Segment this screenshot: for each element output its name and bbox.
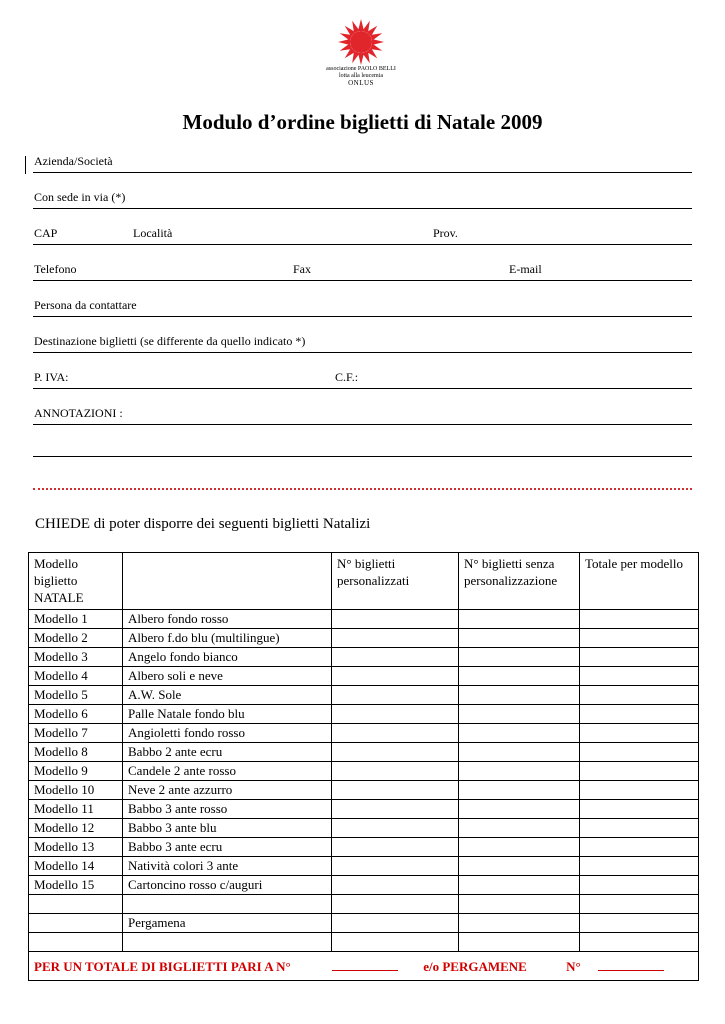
cut-line-divider — [33, 488, 692, 490]
qty-senza[interactable] — [459, 895, 580, 914]
label-azienda: Azienda/Società — [34, 154, 113, 168]
row-name: Neve 2 ante azzurro — [123, 781, 332, 800]
row-model — [29, 895, 123, 914]
label-destinazione: Destinazione biglietti (se differente da quello indicato *) — [34, 334, 306, 348]
table-row — [29, 876, 699, 895]
label-sede: Con sede in via (*) — [34, 190, 126, 204]
sun-logo-icon — [337, 18, 385, 66]
field-telefono-fax-email[interactable] — [33, 260, 692, 281]
logo-line-2: lotta alla leucemia — [339, 73, 383, 79]
request-heading: CHIEDE di poter disporre dei seguenti biglietti Natalizi — [35, 516, 371, 532]
label-prov: Prov. — [433, 226, 458, 240]
qty-personalizzati[interactable] — [332, 895, 459, 914]
qty-senza[interactable] — [459, 686, 580, 705]
row-name: Albero f.do blu (multilingue) — [123, 629, 332, 648]
row-model: Modello 14 — [29, 857, 123, 876]
table-row — [29, 743, 699, 762]
row-name: Angelo fondo bianco — [123, 648, 332, 667]
field-azienda[interactable] — [33, 152, 692, 173]
row-name: Cartoncino rosso c/auguri — [123, 876, 332, 895]
table-row — [29, 648, 699, 667]
qty-senza[interactable] — [459, 629, 580, 648]
table-row — [29, 914, 699, 933]
qty-totale[interactable] — [580, 838, 699, 857]
row-name: Babbo 3 ante ecru — [123, 838, 332, 857]
row-model: Modello 4 — [29, 667, 123, 686]
row-name: Babbo 3 ante rosso — [123, 800, 332, 819]
table-row — [29, 857, 699, 876]
row-model: Modello 15 — [29, 876, 123, 895]
row-model — [29, 914, 123, 933]
label-cap: CAP — [34, 226, 58, 240]
row-model — [29, 933, 123, 952]
row-name: Albero soli e neve — [123, 667, 332, 686]
row-model: Modello 5 — [29, 686, 123, 705]
qty-totale[interactable] — [580, 686, 699, 705]
qty-totale[interactable] — [580, 648, 699, 667]
qty-totale[interactable] — [580, 933, 699, 952]
qty-senza[interactable] — [459, 914, 580, 933]
row-model: Modello 13 — [29, 838, 123, 857]
qty-totale[interactable] — [580, 629, 699, 648]
field-piva-cf[interactable] — [33, 368, 692, 389]
qty-totale[interactable] — [580, 914, 699, 933]
qty-senza[interactable] — [459, 705, 580, 724]
header-descrizione — [123, 553, 332, 610]
totals-footer — [29, 952, 699, 981]
table-row — [29, 933, 699, 952]
qty-personalizzati[interactable] — [332, 933, 459, 952]
text-cursor — [25, 156, 26, 174]
label-persona: Persona da contattare — [34, 298, 137, 312]
row-name: Natività colori 3 ante — [123, 857, 332, 876]
total-tickets-blank[interactable] — [332, 960, 398, 971]
qty-senza[interactable] — [459, 762, 580, 781]
label-annotazioni: ANNOTAZIONI : — [34, 406, 123, 420]
field-cap-localita-prov[interactable] — [33, 224, 692, 245]
field-destinazione[interactable] — [33, 332, 692, 353]
qty-personalizzati[interactable] — [332, 876, 459, 895]
qty-personalizzati[interactable] — [332, 629, 459, 648]
row-name — [123, 895, 332, 914]
label-fax: Fax — [293, 262, 311, 276]
row-model: Modello 6 — [29, 705, 123, 724]
table-row — [29, 838, 699, 857]
qty-totale[interactable] — [580, 857, 699, 876]
table-row — [29, 724, 699, 743]
qty-senza[interactable] — [459, 743, 580, 762]
footer-n-label: N° — [566, 958, 581, 974]
table-row — [29, 819, 699, 838]
table-row — [29, 705, 699, 724]
qty-senza[interactable] — [459, 800, 580, 819]
qty-senza[interactable] — [459, 857, 580, 876]
table-row — [29, 895, 699, 914]
qty-personalizzati[interactable] — [332, 838, 459, 857]
row-name: Pergamena — [123, 914, 332, 933]
row-model: Modello 12 — [29, 819, 123, 838]
qty-totale[interactable] — [580, 667, 699, 686]
row-model: Modello 7 — [29, 724, 123, 743]
qty-personalizzati[interactable] — [332, 762, 459, 781]
qty-totale[interactable] — [580, 762, 699, 781]
table-row — [29, 667, 699, 686]
total-pergamene-blank[interactable] — [598, 960, 664, 971]
table-header-row — [29, 553, 699, 610]
qty-personalizzati[interactable] — [332, 781, 459, 800]
logo-line-3: ONLUS — [348, 79, 374, 87]
qty-personalizzati[interactable] — [332, 743, 459, 762]
footer-pergamene-label: e/o PERGAMENE — [423, 958, 527, 974]
qty-senza[interactable] — [459, 838, 580, 857]
qty-personalizzati[interactable] — [332, 667, 459, 686]
qty-totale[interactable] — [580, 724, 699, 743]
field-sede[interactable] — [33, 188, 692, 209]
qty-senza[interactable] — [459, 933, 580, 952]
row-name: Babbo 3 ante blu — [123, 819, 332, 838]
table-footer-row — [29, 952, 699, 981]
qty-personalizzati[interactable] — [332, 800, 459, 819]
label-email: E-mail — [509, 262, 542, 276]
qty-totale[interactable] — [580, 705, 699, 724]
qty-personalizzati[interactable] — [332, 686, 459, 705]
table-row — [29, 629, 699, 648]
qty-senza[interactable] — [459, 781, 580, 800]
row-name: Candele 2 ante rosso — [123, 762, 332, 781]
qty-senza[interactable] — [459, 667, 580, 686]
qty-totale[interactable] — [580, 610, 699, 629]
qty-senza[interactable] — [459, 610, 580, 629]
label-telefono: Telefono — [34, 262, 77, 276]
logo-line-1: associazione PAOLO BELLI — [326, 66, 396, 72]
table-row — [29, 762, 699, 781]
row-name: Angioletti fondo rosso — [123, 724, 332, 743]
header-personalizzati: N° biglietti personalizzati — [332, 553, 459, 610]
qty-totale[interactable] — [580, 819, 699, 838]
footer-total-label: PER UN TOTALE DI BIGLIETTI PARI A N° — [34, 958, 291, 974]
page-title: Modulo d’ordine biglietti di Natale 2009 — [182, 110, 543, 134]
qty-totale[interactable] — [580, 781, 699, 800]
row-model: Modello 3 — [29, 648, 123, 667]
row-name: A.W. Sole — [123, 686, 332, 705]
qty-personalizzati[interactable] — [332, 914, 459, 933]
label-piva: P. IVA: — [34, 370, 69, 384]
annotazioni-line[interactable] — [33, 456, 692, 457]
logo — [320, 18, 402, 87]
header-totale: Totale per modello — [580, 553, 699, 610]
qty-personalizzati[interactable] — [332, 857, 459, 876]
row-name: Babbo 2 ante ecru — [123, 743, 332, 762]
qty-personalizzati[interactable] — [332, 705, 459, 724]
label-cf: C.F.: — [335, 370, 359, 384]
qty-totale[interactable] — [580, 895, 699, 914]
row-name: Palle Natale fondo blu — [123, 705, 332, 724]
row-model: Modello 9 — [29, 762, 123, 781]
table-row — [29, 781, 699, 800]
qty-senza[interactable] — [459, 819, 580, 838]
order-table — [28, 552, 699, 981]
qty-senza[interactable] — [459, 648, 580, 667]
qty-totale[interactable] — [580, 800, 699, 819]
row-model: Modello 2 — [29, 629, 123, 648]
field-persona[interactable] — [33, 296, 692, 317]
table-row — [29, 610, 699, 629]
qty-senza[interactable] — [459, 724, 580, 743]
row-name: Albero fondo rosso — [123, 610, 332, 629]
row-model: Modello 1 — [29, 610, 123, 629]
table-row — [29, 800, 699, 819]
qty-personalizzati[interactable] — [332, 724, 459, 743]
row-model: Modello 10 — [29, 781, 123, 800]
table-row — [29, 686, 699, 705]
qty-senza[interactable] — [459, 876, 580, 895]
qty-totale[interactable] — [580, 876, 699, 895]
row-name — [123, 933, 332, 952]
row-model: Modello 11 — [29, 800, 123, 819]
header-senza-personalizzazione: N° biglietti senza personalizzazione — [459, 553, 580, 610]
qty-personalizzati[interactable] — [332, 610, 459, 629]
header-modello: Modello biglietto NATALE — [29, 553, 123, 610]
field-annotazioni[interactable] — [33, 404, 692, 425]
row-model: Modello 8 — [29, 743, 123, 762]
label-localita: Località — [133, 226, 173, 240]
qty-personalizzati[interactable] — [332, 819, 459, 838]
qty-personalizzati[interactable] — [332, 648, 459, 667]
qty-totale[interactable] — [580, 743, 699, 762]
